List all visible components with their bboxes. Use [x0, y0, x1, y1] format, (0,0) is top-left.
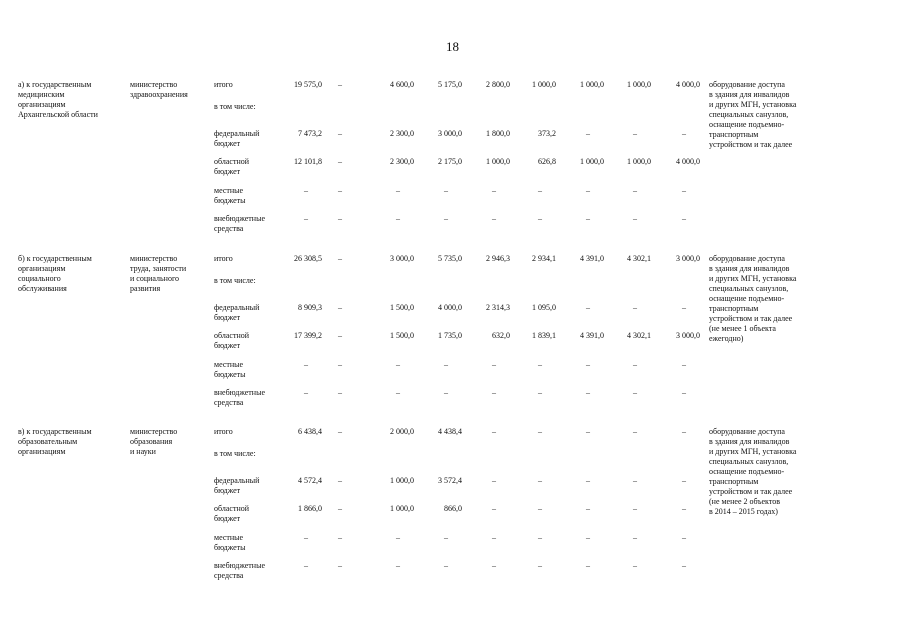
row-name: в том числе:: [214, 102, 256, 111]
table-cell: –: [633, 561, 637, 570]
row-name: итого: [214, 80, 233, 89]
note-text: устройством и так далее: [709, 140, 793, 149]
table-cell: –: [338, 80, 342, 89]
ministry-name: министерство: [130, 80, 178, 89]
table-cell: 373,2: [538, 129, 556, 138]
table-cell: –: [444, 388, 448, 397]
table-cell: 4 000,0: [438, 303, 462, 312]
table-cell: 1 000,0: [580, 80, 604, 89]
ministry-name: здравоохранения: [130, 90, 188, 99]
table-cell: 7 473,2: [298, 129, 322, 138]
ministry-name: министерство: [130, 427, 178, 436]
row-name: внебюджетные: [214, 214, 265, 223]
table-cell: –: [444, 561, 448, 570]
table-cell: –: [682, 388, 686, 397]
table-cell: –: [492, 533, 496, 542]
table-cell: 2 314,3: [486, 303, 510, 312]
table-cell: 3 000,0: [438, 129, 462, 138]
table-cell: 1 000,0: [390, 476, 414, 485]
table-cell: –: [586, 476, 590, 485]
table-cell: 4 572,4: [298, 476, 322, 485]
ministry-name: труда, занятости: [130, 264, 187, 273]
table-cell: –: [633, 476, 637, 485]
table-cell: –: [492, 360, 496, 369]
table-cell: 2 300,0: [390, 129, 414, 138]
ministry-name: образования: [130, 437, 173, 446]
table-cell: –: [586, 504, 590, 513]
table-cell: 2 946,3: [486, 254, 510, 263]
table-cell: –: [444, 360, 448, 369]
table-cell: –: [492, 214, 496, 223]
table-cell: –: [682, 561, 686, 570]
note-text: специальных санузлов,: [709, 284, 789, 293]
table-cell: 4 000,0: [676, 157, 700, 166]
ministry-name: и науки: [130, 447, 156, 456]
note-text: оборудование доступа: [709, 80, 785, 89]
table-cell: –: [682, 303, 686, 312]
row-name: средства: [214, 571, 244, 580]
row-name: областной: [214, 157, 250, 166]
row-name: местные: [214, 360, 244, 369]
row-name: бюджет: [214, 514, 241, 523]
note-text: оснащение подъемно-: [709, 120, 785, 129]
table-cell: –: [633, 129, 637, 138]
note-text: (не менее 2 объектов: [709, 497, 780, 506]
table-cell: –: [682, 186, 686, 195]
table-cell: 5 735,0: [438, 254, 462, 263]
table-cell: –: [538, 476, 542, 485]
row-name: федеральный: [214, 303, 260, 312]
table-cell: –: [396, 533, 400, 542]
table-cell: 4 391,0: [580, 331, 604, 340]
table-cell: 866,0: [444, 504, 462, 513]
page-number: 18: [446, 39, 459, 54]
table-cell: 1 500,0: [390, 303, 414, 312]
table-cell: 626,8: [538, 157, 556, 166]
row-name: бюджеты: [214, 196, 246, 205]
table-cell: –: [538, 186, 542, 195]
table-cell: 1 800,0: [486, 129, 510, 138]
row-name: бюджеты: [214, 543, 246, 552]
table-cell: 12 101,8: [294, 157, 322, 166]
table-cell: –: [633, 533, 637, 542]
note-text: в здания для инвалидов: [709, 264, 790, 273]
note-text: устройством и так далее: [709, 487, 793, 496]
table-cell: 1 866,0: [298, 504, 322, 513]
table-cell: 1 000,0: [627, 80, 651, 89]
note-text: специальных санузлов,: [709, 110, 789, 119]
note-text: оборудование доступа: [709, 427, 785, 436]
table-cell: –: [682, 214, 686, 223]
table-cell: –: [538, 214, 542, 223]
table-cell: –: [586, 186, 590, 195]
table-cell: –: [492, 186, 496, 195]
table-cell: –: [338, 254, 342, 263]
table-cell: 4 302,1: [627, 254, 651, 263]
table-cell: –: [304, 533, 308, 542]
section-label: а) к государственным: [18, 80, 92, 89]
table-cell: –: [338, 533, 342, 542]
table-cell: –: [338, 561, 342, 570]
row-name: бюджеты: [214, 370, 246, 379]
table-cell: 2 175,0: [438, 157, 462, 166]
row-name: бюджет: [214, 341, 241, 350]
note-text: транспортным: [709, 477, 759, 486]
table-cell: –: [304, 561, 308, 570]
table-cell: 8 909,3: [298, 303, 322, 312]
table-cell: 4 302,1: [627, 331, 651, 340]
table-cell: –: [633, 214, 637, 223]
table-cell: –: [338, 504, 342, 513]
table-cell: –: [682, 504, 686, 513]
table-cell: –: [304, 360, 308, 369]
table-cell: 2 300,0: [390, 157, 414, 166]
table-cell: –: [682, 476, 686, 485]
section-label: медицинским: [18, 90, 65, 99]
row-name: итого: [214, 254, 233, 263]
table-cell: –: [338, 214, 342, 223]
table-cell: –: [682, 427, 686, 436]
table-cell: 4 600,0: [390, 80, 414, 89]
note-text: в здания для инвалидов: [709, 90, 790, 99]
table-cell: –: [444, 533, 448, 542]
table-cell: –: [338, 331, 342, 340]
table-cell: 3 572,4: [438, 476, 462, 485]
table-cell: –: [396, 561, 400, 570]
table-cell: –: [586, 427, 590, 436]
note-text: и других МГН, установка: [709, 274, 797, 283]
table-cell: 1 000,0: [390, 504, 414, 513]
note-text: и других МГН, установка: [709, 100, 797, 109]
row-name: федеральный: [214, 129, 260, 138]
section-label: в) к государственным: [18, 427, 92, 436]
ministry-name: и социального: [130, 274, 180, 283]
table-cell: –: [396, 186, 400, 195]
table-cell: 1 839,1: [532, 331, 556, 340]
note-text: в здания для инвалидов: [709, 437, 790, 446]
row-name: местные: [214, 186, 244, 195]
table-cell: 1 000,0: [580, 157, 604, 166]
table-cell: 1 735,0: [438, 331, 462, 340]
table-cell: –: [304, 388, 308, 397]
table-cell: –: [396, 388, 400, 397]
table-cell: –: [586, 129, 590, 138]
ministry-name: министерство: [130, 254, 178, 263]
table-cell: –: [396, 360, 400, 369]
table-cell: –: [586, 388, 590, 397]
table-cell: –: [586, 533, 590, 542]
table-cell: 4 438,4: [438, 427, 462, 436]
table-cell: 4 391,0: [580, 254, 604, 263]
table-cell: –: [492, 504, 496, 513]
table-cell: 1 000,0: [486, 157, 510, 166]
row-name: итого: [214, 427, 233, 436]
note-text: устройством и так далее: [709, 314, 793, 323]
section-label: б) к государственным: [18, 254, 92, 263]
table-cell: 17 399,2: [294, 331, 322, 340]
note-text: транспортным: [709, 130, 759, 139]
section-label: Архангельской области: [18, 110, 98, 119]
table-cell: 632,0: [492, 331, 510, 340]
table-cell: –: [538, 388, 542, 397]
table-cell: –: [633, 388, 637, 397]
table-cell: –: [538, 504, 542, 513]
table-cell: 1 095,0: [532, 303, 556, 312]
note-text: и других МГН, установка: [709, 447, 797, 456]
row-name: местные: [214, 533, 244, 542]
table-cell: –: [492, 561, 496, 570]
table-cell: –: [586, 561, 590, 570]
section-label: организациям: [18, 447, 66, 456]
row-name: бюджет: [214, 167, 241, 176]
row-name: в том числе:: [214, 276, 256, 285]
table-cell: –: [338, 186, 342, 195]
table-cell: 1 000,0: [627, 157, 651, 166]
section-label: социального: [18, 274, 61, 283]
table-cell: –: [682, 360, 686, 369]
table-cell: 2 934,1: [532, 254, 556, 263]
table-cell: –: [304, 186, 308, 195]
table-cell: 6 438,4: [298, 427, 322, 436]
table-cell: 2 800,0: [486, 80, 510, 89]
table-cell: –: [538, 533, 542, 542]
table-cell: –: [444, 186, 448, 195]
table-cell: 4 000,0: [676, 80, 700, 89]
note-text: специальных санузлов,: [709, 457, 789, 466]
table-cell: –: [338, 129, 342, 138]
table-cell: –: [338, 360, 342, 369]
table-cell: 3 000,0: [676, 331, 700, 340]
table-cell: –: [338, 157, 342, 166]
table-cell: –: [682, 129, 686, 138]
table-cell: –: [492, 427, 496, 436]
table-cell: 19 575,0: [294, 80, 322, 89]
row-name: средства: [214, 224, 244, 233]
table-cell: –: [682, 533, 686, 542]
table-cell: –: [586, 214, 590, 223]
table-cell: –: [538, 360, 542, 369]
table-cell: 3 000,0: [676, 254, 700, 263]
note-text: оснащение подъемно-: [709, 294, 785, 303]
note-text: транспортным: [709, 304, 759, 313]
row-name: внебюджетные: [214, 388, 265, 397]
table-cell: 1 000,0: [532, 80, 556, 89]
note-text: оборудование доступа: [709, 254, 785, 263]
table-cell: 2 000,0: [390, 427, 414, 436]
table-cell: –: [304, 214, 308, 223]
table-cell: –: [633, 360, 637, 369]
note-text: ежегодно): [709, 334, 744, 343]
row-name: средства: [214, 398, 244, 407]
table-cell: –: [633, 186, 637, 195]
table-cell: –: [586, 360, 590, 369]
table-cell: 3 000,0: [390, 254, 414, 263]
table-cell: –: [338, 388, 342, 397]
table-cell: –: [444, 214, 448, 223]
table-cell: 26 308,5: [294, 254, 322, 263]
table-cell: –: [538, 561, 542, 570]
table-cell: –: [633, 427, 637, 436]
section-label: образовательным: [18, 437, 78, 446]
section-label: обслуживания: [18, 284, 67, 293]
table-cell: –: [338, 427, 342, 436]
row-name: бюджет: [214, 139, 241, 148]
row-name: бюджет: [214, 486, 241, 495]
table-cell: –: [633, 303, 637, 312]
note-text: в 2014 – 2015 годах): [709, 507, 778, 516]
row-name: бюджет: [214, 313, 241, 322]
table-cell: –: [586, 303, 590, 312]
section-label: организациям: [18, 264, 66, 273]
table-cell: 5 175,0: [438, 80, 462, 89]
row-name: внебюджетные: [214, 561, 265, 570]
row-name: областной: [214, 504, 250, 513]
table-cell: –: [338, 303, 342, 312]
row-name: в том числе:: [214, 449, 256, 458]
note-text: оснащение подъемно-: [709, 467, 785, 476]
table-cell: –: [492, 388, 496, 397]
table-cell: –: [338, 476, 342, 485]
table-cell: –: [396, 214, 400, 223]
table-cell: –: [633, 504, 637, 513]
note-text: (не менее 1 объекта: [709, 324, 776, 333]
table-cell: –: [538, 427, 542, 436]
ministry-name: развития: [130, 284, 161, 293]
row-name: областной: [214, 331, 250, 340]
section-label: организациям: [18, 100, 66, 109]
row-name: федеральный: [214, 476, 260, 485]
table-cell: 1 500,0: [390, 331, 414, 340]
table-cell: –: [492, 476, 496, 485]
